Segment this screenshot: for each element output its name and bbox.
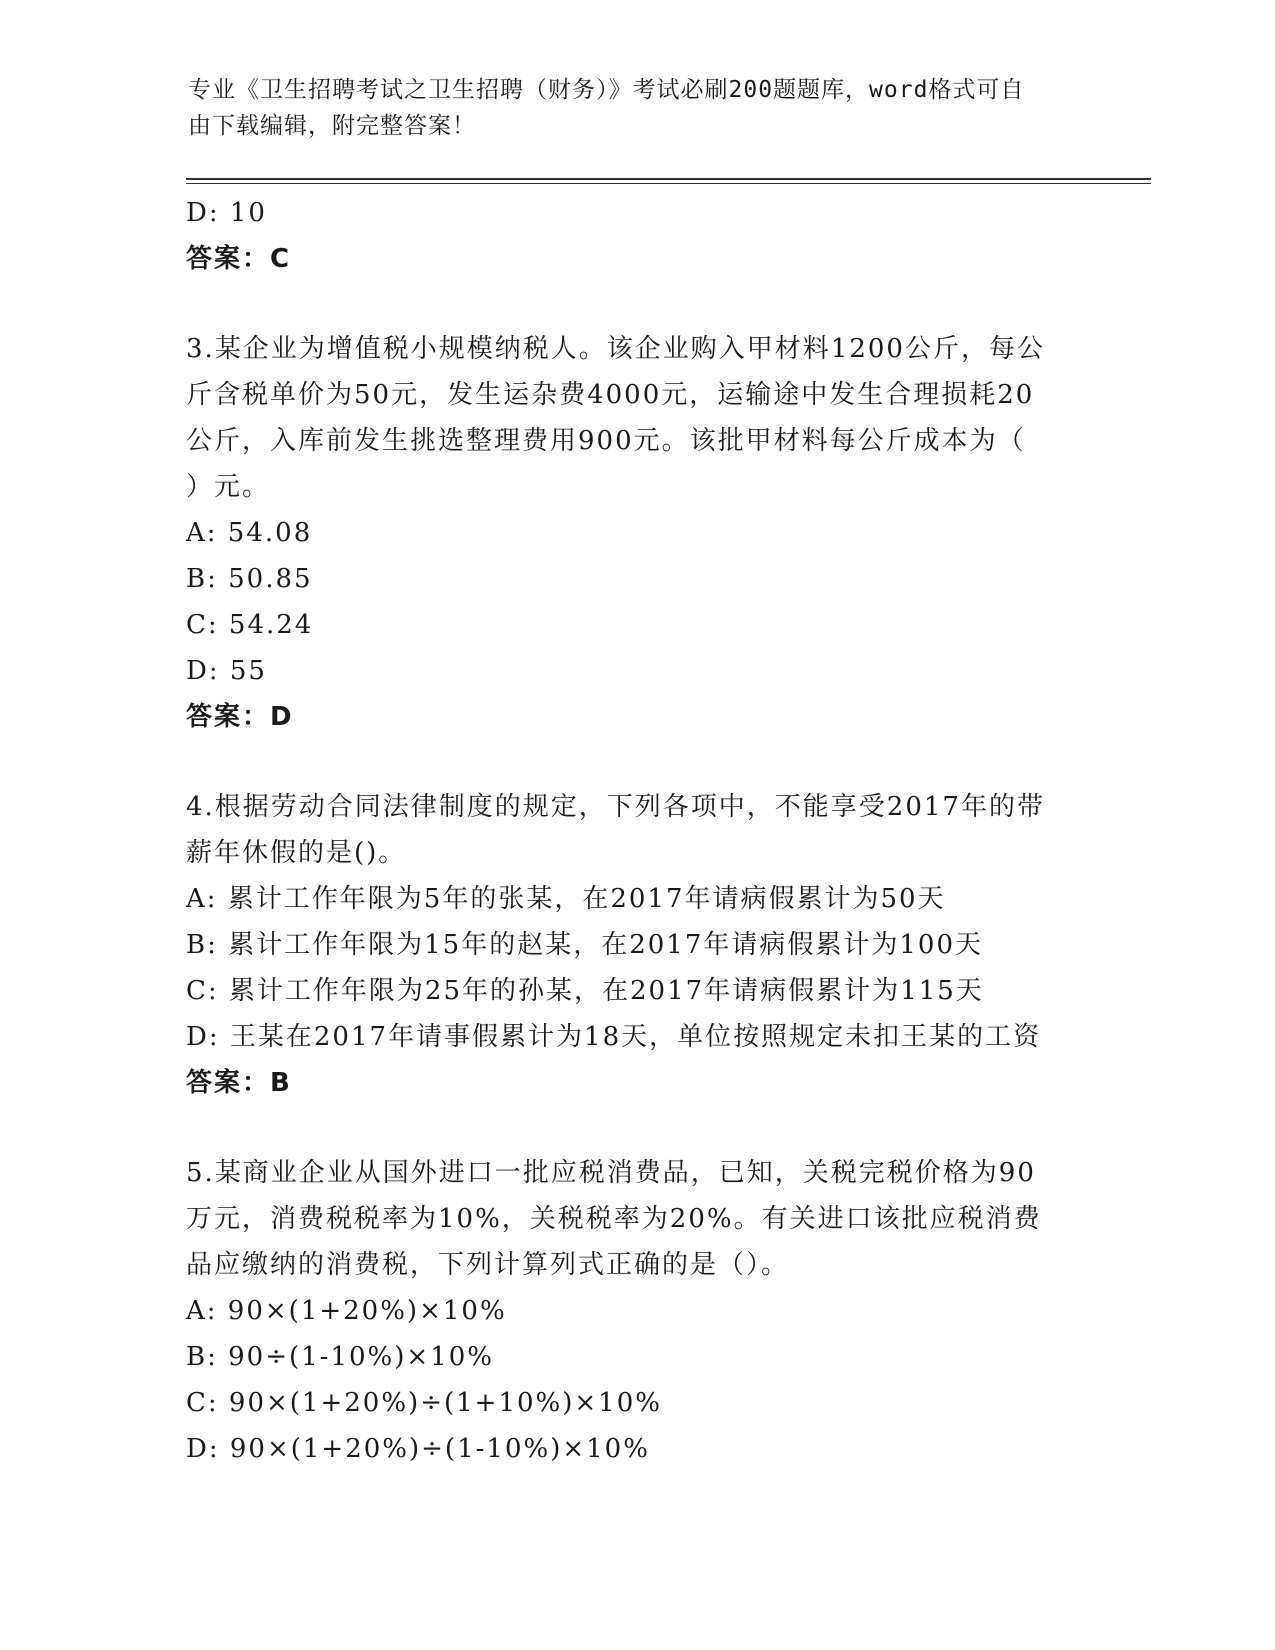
question-5-option-d: D: 90×(1+20%)÷(1-10%)×10% <box>186 1434 650 1464</box>
question-5-option-b: B: 90÷(1-10%)×10% <box>186 1342 494 1372</box>
question-5-line-3: 品应缴纳的消费税，下列计算列式正确的是（）。 <box>186 1250 790 1280</box>
header-divider-thin <box>186 183 1151 184</box>
header-line-2: 由下载编辑，附完整答案！ <box>188 113 476 139</box>
question-4-option-a: A: 累计工作年限为5年的张某，在2017年请病假累计为50天 <box>186 884 946 914</box>
question-5-option-a: A: 90×(1+20%)×10% <box>186 1296 507 1326</box>
question-3-line-1: 3.某企业为增值税小规模纳税人。该企业购入甲材料1200公斤，每公 <box>186 334 1045 364</box>
question-3-answer: 答案：D <box>186 702 294 732</box>
question-3-line-3: 公斤，入库前发生挑选整理费用900元。该批甲材料每公斤成本为（ <box>186 426 1026 456</box>
question-4-answer: 答案：B <box>186 1068 292 1098</box>
carry-option-d: D: 10 <box>186 198 267 228</box>
spacer <box>186 1106 1086 1150</box>
question-5-option-c: C: 90×(1+20%)÷(1+10%)×10% <box>186 1388 662 1418</box>
question-5 <box>186 1150 1086 1472</box>
question-3-option-a: A: 54.08 <box>186 518 313 548</box>
header-line-1: 专业《卫生招聘考试之卫生招聘（财务）》考试必刷200题题库，word格式可自 <box>188 77 1025 103</box>
question-4 <box>186 784 1086 1106</box>
question-content <box>186 190 1086 1472</box>
question-3-line-4: ）元。 <box>186 472 271 502</box>
question-4-line-1: 4.根据劳动合同法律制度的规定，下列各项中，不能享受2017年的带 <box>186 792 1045 822</box>
question-4-option-b: B: 累计工作年限为15年的赵某，在2017年请病假累计为100天 <box>186 930 984 960</box>
question-5-line-2: 万元，消费税税率为10%，关税税率为20%。有关进口该批应税消费 <box>186 1204 1042 1234</box>
question-4-option-d: D: 王某在2017年请事假累计为18天，单位按照规定未扣王某的工资 <box>186 1022 1042 1052</box>
spacer <box>186 282 1086 326</box>
question-3-line-2: 斤含税单价为50元，发生运杂费4000元，运输途中发生合理损耗20 <box>186 380 1035 410</box>
question-4-option-c: C: 累计工作年限为25年的孙某，在2017年请病假累计为115天 <box>186 976 984 1006</box>
carry-answer: 答案：C <box>186 244 292 274</box>
page-header <box>188 72 1068 144</box>
question-3-option-c: C: 54.24 <box>186 610 314 640</box>
question-5-line-1: 5.某商业企业从国外进口一批应税消费品，已知，关税完税价格为90 <box>186 1158 1036 1188</box>
question-3-option-b: B: 50.85 <box>186 564 313 594</box>
spacer <box>186 740 1086 784</box>
question-3 <box>186 326 1086 740</box>
header-divider-thick <box>186 178 1151 180</box>
question-3-option-d: D: 55 <box>186 656 267 686</box>
question-4-line-2: 薪年休假的是()。 <box>186 838 407 868</box>
